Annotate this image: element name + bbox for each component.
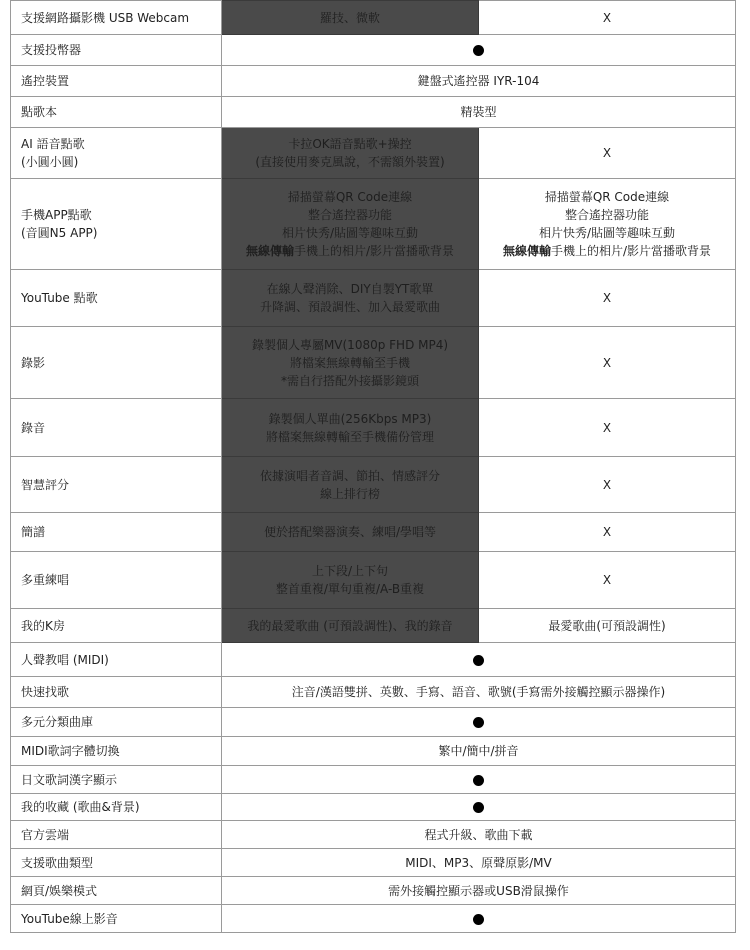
- emphasis-text: 無線傳輸: [245, 244, 294, 258]
- value-line: 掃描螢幕QR Code連線: [544, 190, 670, 204]
- shared-value: [222, 766, 736, 794]
- table-row: [11, 766, 736, 794]
- feature-comparison-table: [10, 0, 736, 933]
- shared-value: [222, 35, 736, 66]
- feature-label: 多元分類曲庫: [11, 708, 222, 737]
- model-b-value: X: [479, 327, 736, 399]
- value-text: 手機上的相片/影片當播歌背景: [293, 244, 455, 258]
- model-a-value: [222, 457, 479, 513]
- supported-dot-icon: [473, 45, 484, 56]
- table-row: [11, 643, 736, 677]
- label-line: (小圓小圓): [21, 155, 79, 169]
- table-row: [11, 399, 736, 457]
- feature-label: 多重練唱: [11, 552, 222, 609]
- supported-dot-icon: [473, 717, 484, 728]
- emphasis-text: 無線傳輸: [502, 244, 551, 258]
- value-line: 上下段/上下句: [311, 564, 389, 578]
- table-row: [11, 849, 736, 877]
- table-row: [11, 794, 736, 821]
- table-row: [11, 737, 736, 766]
- table-row: [11, 270, 736, 327]
- model-b-value: X: [479, 128, 736, 179]
- shared-value: 鍵盤式遙控器 IYR-104: [222, 66, 736, 97]
- value-line: 將檔案無線轉輸至手機備份管理: [265, 429, 434, 444]
- table-row: [11, 35, 736, 66]
- model-b-value: X: [479, 270, 736, 327]
- feature-label: YouTube 點歌: [11, 270, 222, 327]
- table-row: [11, 327, 736, 399]
- shared-value: [222, 905, 736, 933]
- value-line: 掃描螢幕QR Code連線: [287, 190, 413, 204]
- model-a-value: [222, 179, 479, 270]
- feature-label: 支援投幣器: [11, 35, 222, 66]
- model-b-value: 最愛歌曲(可預設調性): [479, 609, 736, 643]
- feature-label: 簡譜: [11, 513, 222, 552]
- table-row: [11, 1, 736, 35]
- table-row: [11, 179, 736, 270]
- value-line: [222, 242, 478, 260]
- supported-dot-icon: [473, 655, 484, 666]
- feature-label: 官方雲端: [11, 821, 222, 849]
- feature-label: 支援歌曲類型: [11, 849, 222, 877]
- value-line: 錄製個人專屬MV(1080p FHD MP4): [251, 337, 449, 352]
- shared-value: 繁中/簡中/拼音: [222, 737, 736, 766]
- model-a-value: 羅技、微軟: [222, 1, 479, 35]
- value-text: 手機上的相片/影片當播歌背景: [550, 244, 712, 258]
- feature-label: 快速找歌: [11, 677, 222, 708]
- table-row: [11, 128, 736, 179]
- model-b-value: [479, 179, 736, 270]
- shared-value: 程式升級、歌曲下載: [222, 821, 736, 849]
- label-line: 手機APP點歌: [21, 208, 92, 222]
- value-line: 升降調、預設調性、加入最愛歌曲: [259, 300, 440, 314]
- shared-value: [222, 794, 736, 821]
- value-line: 在線人聲消除、DIY自製YT歌單: [266, 282, 434, 296]
- shared-value: [222, 643, 736, 677]
- model-a-value: [222, 128, 479, 179]
- value-line: 卡拉OK語音點歌+操控: [288, 137, 412, 151]
- table-row: [11, 708, 736, 737]
- feature-label: 點歌本: [11, 97, 222, 128]
- model-b-value: X: [479, 513, 736, 552]
- value-line: 線上排行榜: [319, 486, 380, 501]
- feature-label: 日文歌詞漢字顯示: [11, 766, 222, 794]
- model-a-value: [222, 399, 479, 457]
- value-line: *需自行搭配外接攝影鏡頭: [280, 373, 419, 388]
- feature-label: 我的K房: [11, 609, 222, 643]
- value-line: 將檔案無線轉輸至手機: [289, 355, 410, 370]
- shared-value: 注音/漢語雙拼、英數、手寫、語音、歌號(手寫需外接觸控顯示器操作): [222, 677, 736, 708]
- shared-value: 精裝型: [222, 97, 736, 128]
- model-b-value: X: [479, 552, 736, 609]
- value-line: (直接使用麥克風說，不需額外裝置): [255, 155, 445, 169]
- model-a-value: 我的最愛歌曲 (可預設調性)、我的錄音: [222, 609, 479, 643]
- feature-label: 遙控裝置: [11, 66, 222, 97]
- value-line: 錄製個人單曲(256Kbps MP3): [268, 411, 432, 426]
- feature-label: [11, 128, 222, 179]
- feature-label: 錄音: [11, 399, 222, 457]
- table-row: [11, 457, 736, 513]
- model-a-value: [222, 327, 479, 399]
- model-b-value: X: [479, 1, 736, 35]
- table-row: [11, 877, 736, 905]
- feature-label: YouTube線上影音: [11, 905, 222, 933]
- feature-label: [11, 179, 222, 270]
- model-b-value: X: [479, 399, 736, 457]
- supported-dot-icon: [473, 802, 484, 813]
- shared-value: [222, 708, 736, 737]
- feature-label: 智慧評分: [11, 457, 222, 513]
- label-line: (音圓N5 APP): [21, 226, 98, 240]
- model-a-value: [222, 270, 479, 327]
- table-row: [11, 821, 736, 849]
- table-row: [11, 905, 736, 933]
- model-b-value: X: [479, 457, 736, 513]
- feature-label: 我的收藏 (歌曲&背景): [11, 794, 222, 821]
- feature-label: 網頁/娛樂模式: [11, 877, 222, 905]
- model-a-value: 便於搭配樂器演奏、練唱/學唱等: [222, 513, 479, 552]
- table-row: [11, 552, 736, 609]
- value-line: 相片快秀/貼圖等趣味互動: [281, 226, 419, 240]
- feature-label: 錄影: [11, 327, 222, 399]
- feature-label: 人聲教唱 (MIDI): [11, 643, 222, 677]
- table-row: [11, 677, 736, 708]
- shared-value: MIDI、MP3、原聲原影/MV: [222, 849, 736, 877]
- table-row: [11, 66, 736, 97]
- feature-label: 支援網路攝影機 USB Webcam: [11, 1, 222, 35]
- table-row: [11, 609, 736, 643]
- table-row: [11, 513, 736, 552]
- value-line: 整合遙控器功能: [564, 208, 649, 222]
- shared-value: 需外接觸控顯示器或USB滑鼠操作: [222, 877, 736, 905]
- value-line: 整合遙控器功能: [307, 208, 392, 222]
- model-a-value: [222, 552, 479, 609]
- table-row: [11, 97, 736, 128]
- feature-label: MIDI歌詞字體切換: [11, 737, 222, 766]
- supported-dot-icon: [473, 775, 484, 786]
- label-line: AI 語音點歌: [21, 137, 85, 151]
- supported-dot-icon: [473, 914, 484, 925]
- value-line: 依據演唱者音調、節拍、情感評分: [259, 468, 440, 483]
- value-line: [479, 242, 735, 260]
- value-line: 整首重複/單句重複/A-B重複: [275, 582, 425, 596]
- value-line: 相片快秀/貼圖等趣味互動: [538, 226, 676, 240]
